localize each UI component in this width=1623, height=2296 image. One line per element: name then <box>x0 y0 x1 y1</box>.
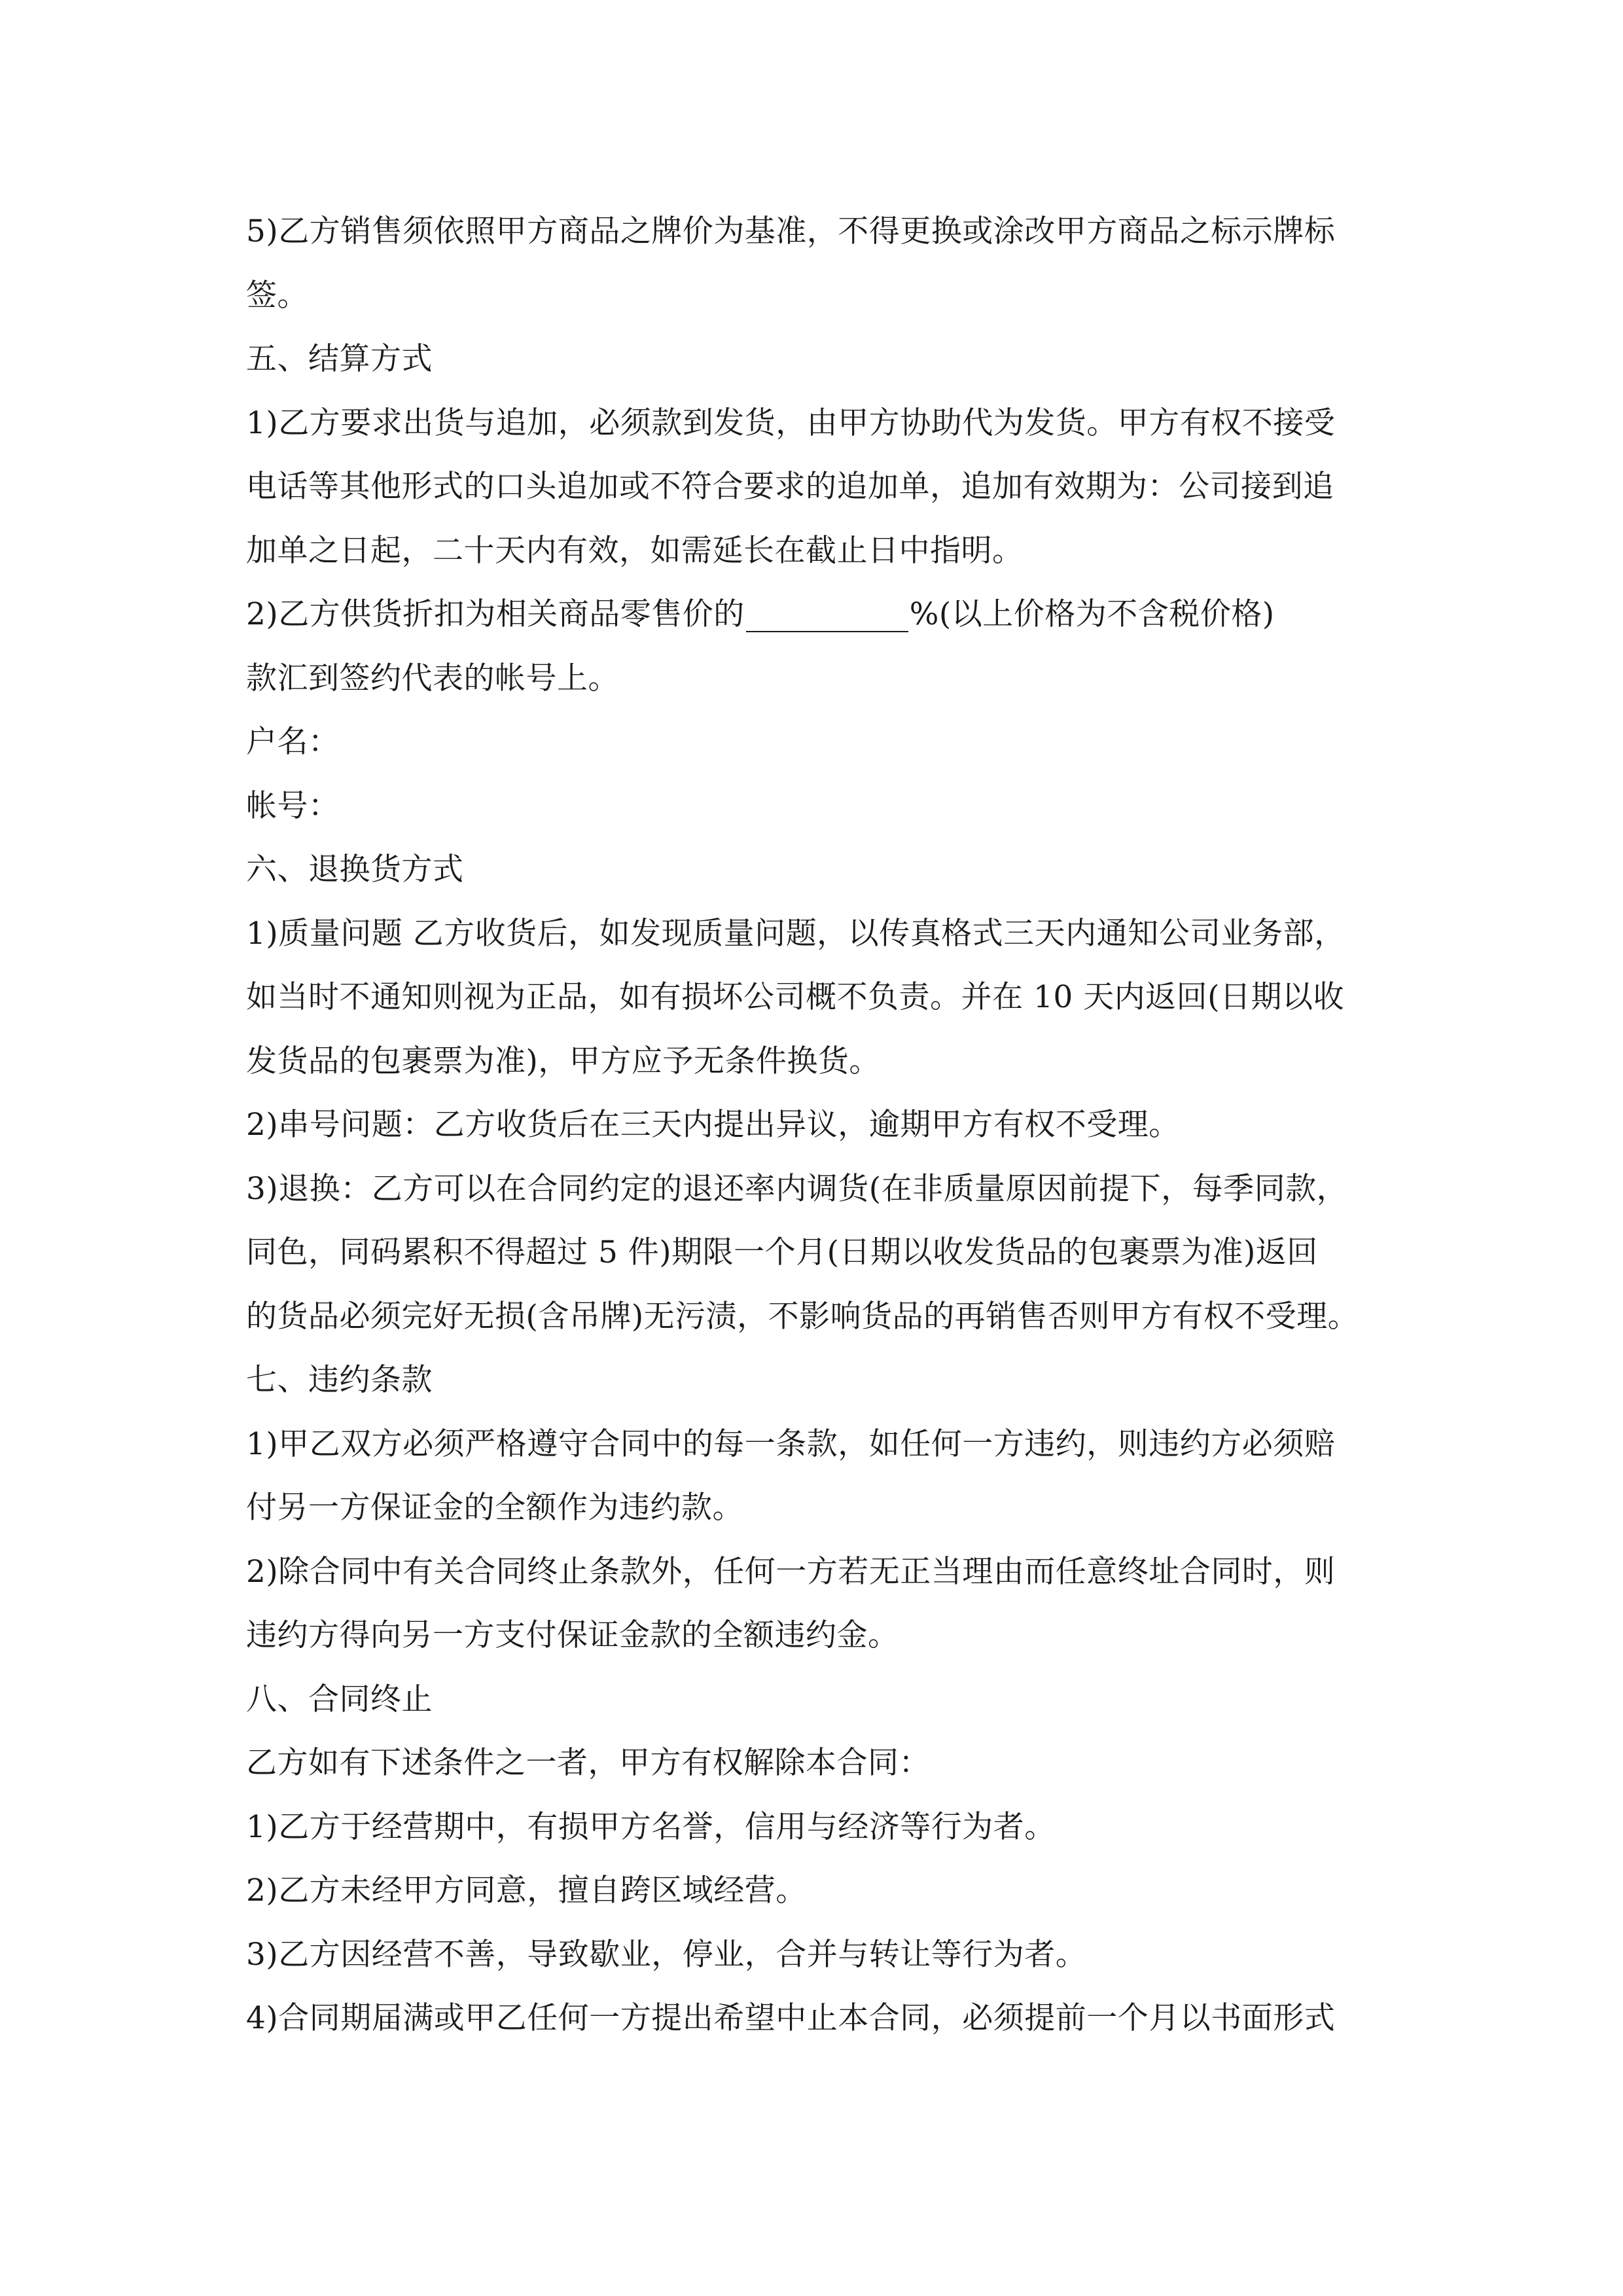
document-body <box>246 200 1385 2051</box>
breach-clause-2-line-1: 2)除合同中有关合同终止条款外，任何一方若无正当理由而任意终址合同时，则 <box>246 1553 1336 1590</box>
breach-clause-1-line-2: 付另一方保证金的全额作为违约款。 <box>246 1490 743 1526</box>
returns-clause-3-line-3: 的货品必须完好无损(含吊牌)无污渍，不影响货品的再销售否则甲方有权不受理。 <box>246 1298 1359 1335</box>
account-name-label: 户名： <box>246 724 340 760</box>
clause-5-line-2: 签。 <box>246 277 308 314</box>
termination-clause-3: 3)乙方因经营不善，导致歇业，停业，合并与转让等行为者。 <box>246 1936 1087 1973</box>
account-number-label: 帐号： <box>246 787 340 824</box>
section-heading-breach: 七、违约条款 <box>246 1362 433 1398</box>
returns-clause-1-line-1: 1)质量问题 乙方收货后，如发现质量问题，以传真格式三天内通知公司业务部， <box>246 915 1346 952</box>
termination-clause-1: 1)乙方于经营期中，有损甲方名誉，信用与经济等行为者。 <box>246 1808 1056 1845</box>
termination-intro: 乙方如有下述条件之一者，甲方有权解除本合同： <box>246 1745 930 1781</box>
returns-clause-1-line-3: 发货品的包裹票为准)，甲方应予无条件换货。 <box>246 1043 880 1079</box>
breach-clause-1-line-1: 1)甲乙双方必须严格遵守合同中的每一条款，如任何一方违约，则违约方必须赔 <box>246 1426 1336 1462</box>
settlement-clause-2-line-2: 款汇到签约代表的帐号上。 <box>246 660 619 696</box>
clause-5-line-1: 5)乙方销售须依照甲方商品之牌价为基准，不得更换或涂改甲方商品之标示牌标 <box>246 213 1336 249</box>
discount-text-after: %(以上价格为不含税价格) <box>909 596 1275 632</box>
section-heading-termination: 八、合同终止 <box>246 1681 433 1717</box>
discount-text-before: 2)乙方供货折扣为相关商品零售价的 <box>246 596 745 632</box>
breach-clause-2-line-2: 违约方得向另一方支付保证金款的全额违约金。 <box>246 1617 899 1653</box>
settlement-clause-1-line-2: 电话等其他形式的口头追加或不符合要求的追加单，追加有效期为：公司接到追 <box>246 469 1334 505</box>
termination-clause-4: 4)合同期届满或甲乙任何一方提出希望中止本合同，必须提前一个月以书面形式 <box>246 2000 1336 2036</box>
settlement-clause-1-line-1: 1)乙方要求出货与追加，必须款到发货，由甲方协助代为发货。甲方有权不接受 <box>246 404 1336 441</box>
returns-clause-2: 2)串号问题：乙方收货后在三天内提出异议，逾期甲方有权不受理。 <box>246 1107 1180 1143</box>
returns-clause-3-line-1: 3)退换：乙方可以在合同约定的退还率内调货(在非质量原因前提下，每季同款， <box>246 1170 1348 1207</box>
returns-clause-1-line-2: 如当时不通知则视为正品，如有损坏公司概不负责。并在 10 天内返回(日期以收 <box>246 979 1345 1015</box>
discount-blank-field[interactable] <box>746 598 908 632</box>
settlement-clause-1-line-3: 加单之日起，二十天内有效，如需延长在截止日中指明。 <box>246 532 1024 569</box>
settlement-clause-2-line-1 <box>246 583 1385 647</box>
termination-clause-2: 2)乙方未经甲方同意，擅自跨区域经营。 <box>246 1873 807 1909</box>
returns-clause-3-line-2: 同色，同码累积不得超过 5 件)期限一个月(日期以收发货品的包裹票为准)返回 <box>246 1234 1318 1270</box>
section-heading-settlement: 五、结算方式 <box>246 341 433 377</box>
section-heading-returns: 六、退换货方式 <box>246 852 464 888</box>
